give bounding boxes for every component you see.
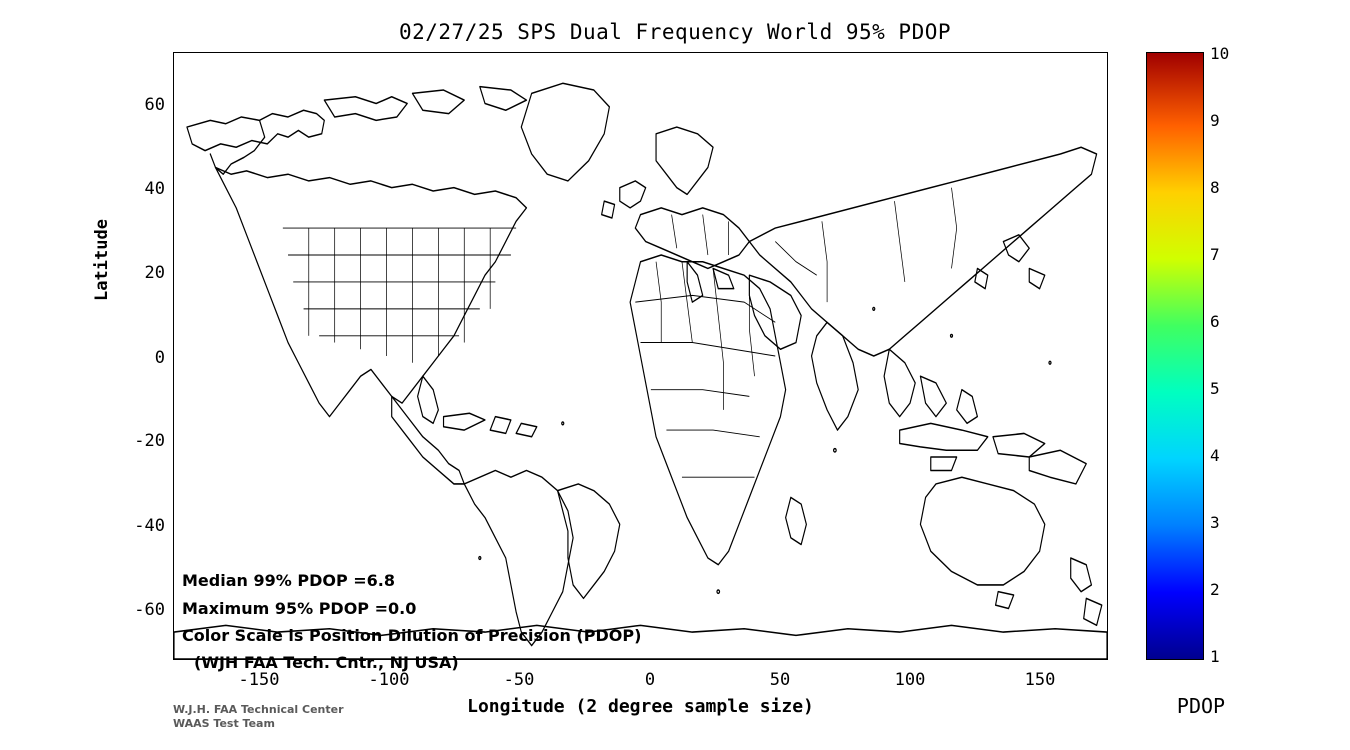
colorbar-tick-7: 7 [1210,245,1220,264]
x-tick-neg150: -150 [238,670,280,690]
world-coastline-map [174,53,1107,659]
colorbar-tick-6: 6 [1210,312,1220,331]
y-axis-label: Latitude [92,219,112,301]
y-tick-60: 60 [144,95,165,115]
colorbar-tick-10: 10 [1210,44,1230,63]
map-plot-area [173,52,1108,672]
annotation-maximum: Maximum 95% PDOP =0.0 [182,599,417,618]
y-tick-40: 40 [144,179,165,199]
colorbar-label: PDOP [1176,694,1226,718]
colorbar [1146,52,1204,660]
y-tick-neg60: -60 [134,600,165,620]
footer-line-1: W.J.H. FAA Technical Center [173,703,344,716]
x-tick-50: 50 [769,670,791,690]
chart-title: 02/27/25 SPS Dual Frequency World 95% PDOP [398,20,951,44]
y-tick-neg20: -20 [134,431,165,451]
colorbar-tick-9: 9 [1210,111,1220,130]
colorbar-tick-5: 5 [1210,379,1220,398]
footer-credit [173,703,344,731]
x-tick-150: 150 [1024,670,1056,690]
annotation-color-scale: Color Scale is Position Dilution of Precision (PDOP) [182,626,642,645]
y-tick-neg40: -40 [134,516,165,536]
annotation-median: Median 99% PDOP =6.8 [182,571,395,590]
colorbar-tick-4: 4 [1210,446,1220,465]
x-tick-neg100: -100 [368,670,410,690]
x-tick-0: 0 [644,670,656,690]
colorbar-tick-8: 8 [1210,178,1220,197]
y-tick-20: 20 [144,263,165,283]
y-tick-0: 0 [154,348,165,368]
colorbar-tick-3: 3 [1210,513,1220,532]
colorbar-tick-1: 1 [1210,647,1220,666]
footer-line-2: WAAS Test Team [173,717,275,730]
colorbar-tick-2: 2 [1210,580,1220,599]
annotation-source: (WJH FAA Tech. Cntr., NJ USA) [194,653,459,672]
x-tick-100: 100 [894,670,926,690]
x-tick-neg50: -50 [503,670,535,690]
x-axis-label: Longitude (2 degree sample size) [467,696,814,717]
